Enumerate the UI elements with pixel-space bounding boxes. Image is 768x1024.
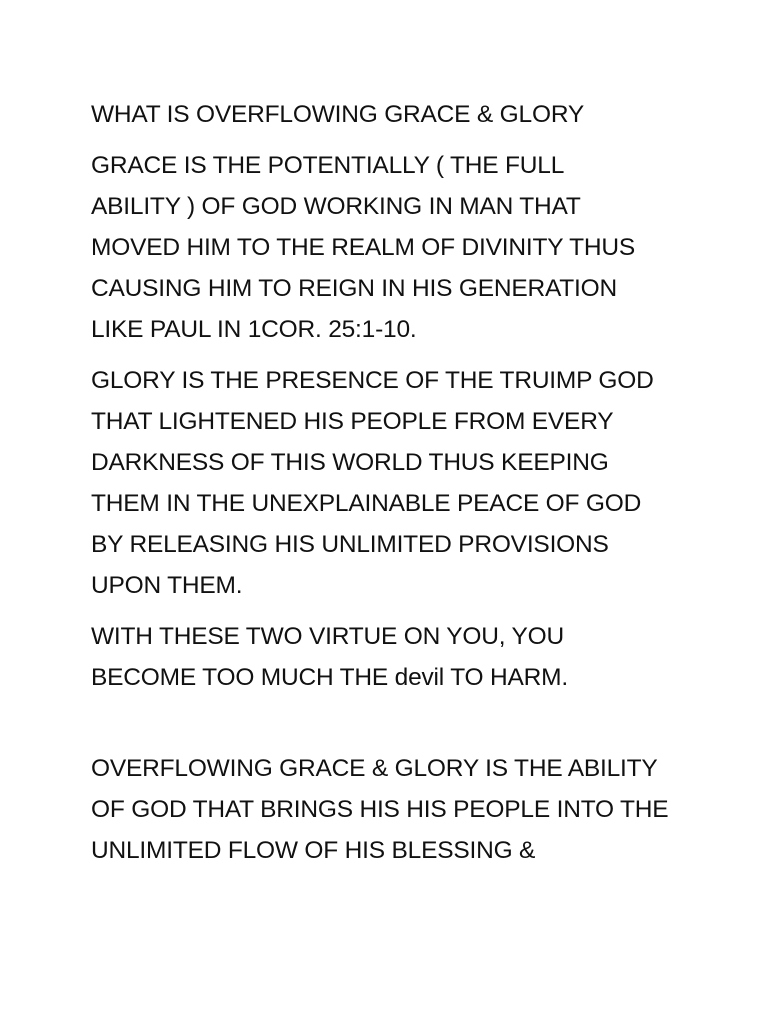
paragraph-glory xyxy=(91,360,708,606)
paragraph-line: OVERFLOWING GRACE & GLORY IS THE ABILITY xyxy=(91,755,658,782)
document-title xyxy=(91,94,708,135)
paragraph-line: LIKE PAUL IN 1COR. 25:1-10. xyxy=(91,316,417,343)
paragraph-virtue xyxy=(91,616,708,698)
paragraph-line: CAUSING HIM TO REIGN IN HIS GENERATION xyxy=(91,275,618,302)
paragraph-line: BECOME TOO MUCH THE devil TO HARM. xyxy=(91,664,568,691)
paragraph-line: GLORY IS THE PRESENCE OF THE TRUIMP GOD xyxy=(91,367,654,394)
paragraph-line: ABILITY ) OF GOD WORKING IN MAN THAT xyxy=(91,193,581,220)
paragraph-line: OF GOD THAT BRINGS HIS HIS PEOPLE INTO THE xyxy=(91,796,669,823)
paragraph-line: UNLIMITED FLOW OF HIS BLESSING & xyxy=(91,837,536,864)
paragraph-line: MOVED HIM TO THE REALM OF DIVINITY THUS xyxy=(91,234,635,261)
paragraph-line: UPON THEM. xyxy=(91,572,243,599)
blank-line xyxy=(91,708,708,748)
paragraph-line: THAT LIGHTENED HIS PEOPLE FROM EVERY xyxy=(91,408,614,435)
title-line: WHAT IS OVERFLOWING GRACE & GLORY xyxy=(91,101,585,128)
paragraph-overflowing xyxy=(91,748,708,871)
paragraph-line: DARKNESS OF THIS WORLD THUS KEEPING xyxy=(91,449,609,476)
paragraph-line: WITH THESE TWO VIRTUE ON YOU, YOU xyxy=(91,623,565,650)
paragraph-line: GRACE IS THE POTENTIALLY ( THE FULL xyxy=(91,152,565,179)
paragraph-line: THEM IN THE UNEXPLAINABLE PEACE OF GOD xyxy=(91,490,642,517)
paragraph-grace xyxy=(91,145,708,350)
paragraph-line: BY RELEASING HIS UNLIMITED PROVISIONS xyxy=(91,531,609,558)
